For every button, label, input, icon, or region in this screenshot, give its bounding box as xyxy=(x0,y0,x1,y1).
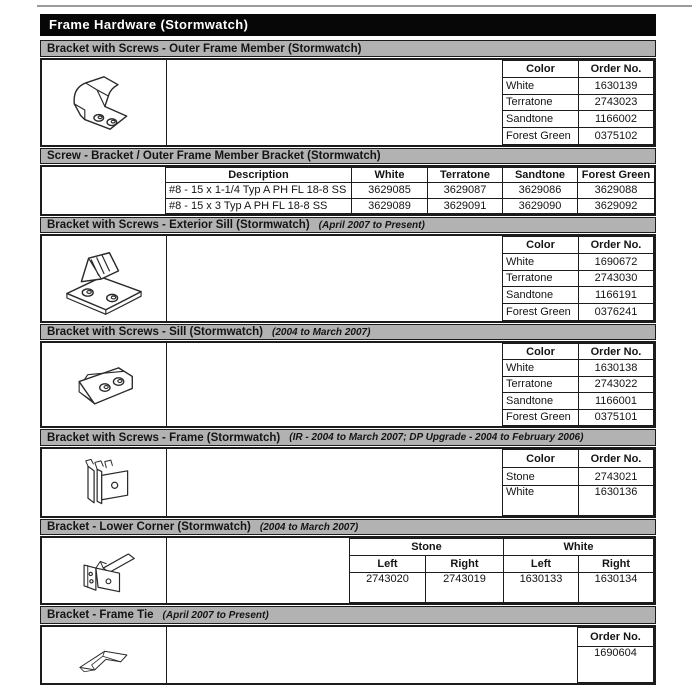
table-row xyxy=(503,360,654,376)
color-column-header: Color xyxy=(503,237,579,254)
color-column-header: Color xyxy=(503,344,579,360)
order-table-frame xyxy=(502,449,654,516)
order-no-cell: 3629090 xyxy=(503,198,578,213)
order-no-cell: 2743030 xyxy=(579,270,654,287)
table-row xyxy=(166,183,655,198)
color-cell: White xyxy=(503,486,579,516)
section-row-exterior-sill xyxy=(40,234,656,323)
color-cell: Forest Green xyxy=(503,409,579,425)
table-row xyxy=(503,128,654,145)
order-no-cell: 1630133 xyxy=(503,573,578,603)
table-row xyxy=(503,393,654,409)
order-table-frame-tie xyxy=(577,627,654,683)
order-no-column-header: Order No. xyxy=(579,450,654,468)
section-title: Bracket - Lower Corner (Stormwatch) xyxy=(47,521,251,533)
color-cell: Terratone xyxy=(503,376,579,392)
section-row-frame xyxy=(40,447,656,518)
order-table-outer-frame-member xyxy=(502,60,654,145)
order-no-cell: 1630136 xyxy=(579,486,654,516)
exterior-sill-bracket-illustration xyxy=(54,241,154,317)
lower-corner-bracket-icon xyxy=(42,538,167,603)
section-title: Bracket with Screws - Sill (Stormwatch) xyxy=(47,326,264,338)
table-group-header-row xyxy=(349,539,653,556)
description-cell: #8 - 15 x 1-1/4 Typ A PH FL 18-8 SS xyxy=(166,183,352,198)
section-title: Screw - Bracket / Outer Frame Member Bracket (Stormwatch) xyxy=(47,150,381,162)
color-cell: Sandtone xyxy=(503,393,579,409)
table-row xyxy=(503,287,654,304)
order-no-cell: 3629092 xyxy=(578,198,655,213)
section-header-screw xyxy=(40,148,656,164)
order-no-cell: 2743022 xyxy=(579,376,654,392)
frame-bracket-icon xyxy=(42,449,167,516)
order-no-cell: 1166191 xyxy=(579,287,654,304)
order-no-cell: 1630134 xyxy=(578,573,653,603)
table-row xyxy=(503,376,654,392)
white-group-header: White xyxy=(503,539,653,556)
table-row xyxy=(503,409,654,425)
order-no-cell: 3629091 xyxy=(428,198,503,213)
order-table-lower-corner xyxy=(349,538,654,603)
table-header-row xyxy=(166,168,655,183)
order-no-column-header: Order No. xyxy=(579,237,654,254)
color-cell: White xyxy=(503,360,579,376)
outer-frame-bracket-illustration xyxy=(56,66,152,140)
table-row xyxy=(503,270,654,287)
table-row xyxy=(503,304,654,321)
section-header-frame-tie xyxy=(40,606,656,624)
color-cell: Sandtone xyxy=(503,111,579,128)
page-top-rule xyxy=(37,5,692,7)
order-no-cell: 2743019 xyxy=(425,573,503,603)
color-cell: Stone xyxy=(503,468,579,486)
order-no-cell: 3629085 xyxy=(352,183,428,198)
sill-bracket-illustration xyxy=(56,349,152,421)
color-cell: Terratone xyxy=(503,270,579,287)
order-no-cell: 2743021 xyxy=(579,468,654,486)
color-cell: White xyxy=(503,253,579,270)
screw-image-cell xyxy=(42,167,167,214)
table-header-row xyxy=(503,237,654,254)
order-no-column-header: Order No. xyxy=(579,344,654,360)
color-cell: Forest Green xyxy=(503,128,579,145)
order-table-exterior-sill xyxy=(502,236,654,321)
forest-green-column-header: Forest Green xyxy=(578,168,655,183)
color-cell: White xyxy=(503,77,579,94)
section-row-frame-tie xyxy=(40,625,656,685)
order-no-cell: 1630139 xyxy=(579,77,654,94)
color-cell: Forest Green xyxy=(503,304,579,321)
section-title: Bracket with Screws - Frame (Stormwatch) xyxy=(47,431,281,444)
order-no-cell: 1630138 xyxy=(579,360,654,376)
order-no-cell: 0375102 xyxy=(579,128,654,145)
section-date-qualifier: (April 2007 to Present) xyxy=(162,609,269,621)
section-row-sill xyxy=(40,341,656,428)
section-row-screw xyxy=(40,165,656,216)
table-row xyxy=(166,198,655,213)
section-title: Bracket with Screws - Exterior Sill (Stormwatch) xyxy=(47,219,310,231)
table-row xyxy=(578,647,654,683)
section-header-sill xyxy=(40,324,656,340)
order-no-cell: 3629087 xyxy=(428,183,503,198)
table-header-row xyxy=(578,628,654,647)
table-subheader-row xyxy=(349,556,653,573)
section-title: Bracket - Frame Tie xyxy=(47,609,154,621)
section-header-outer-frame-member xyxy=(40,40,656,57)
section-date-qualifier: (2004 to March 2007) xyxy=(259,521,359,533)
section-header-lower-corner xyxy=(40,519,656,535)
table-header-row xyxy=(503,61,654,78)
section-date-qualifier: (2004 to March 2007) xyxy=(272,326,371,338)
order-no-cell: 3629088 xyxy=(578,183,655,198)
frame-bracket-illustration xyxy=(61,451,147,515)
table-row xyxy=(503,468,654,486)
color-column-header: Color xyxy=(503,450,579,468)
order-table-sill xyxy=(502,343,654,426)
lower-corner-bracket-illustration xyxy=(58,540,150,602)
order-no-cell: 1166002 xyxy=(579,111,654,128)
white-column-header: White xyxy=(352,168,428,183)
right-column-header: Right xyxy=(425,556,503,573)
color-cell: Terratone xyxy=(503,94,579,111)
left-column-header: Left xyxy=(349,556,425,573)
order-no-cell: 1690604 xyxy=(578,647,654,683)
outer-frame-bracket-icon xyxy=(42,60,167,145)
order-no-cell: 0376241 xyxy=(579,304,654,321)
section-row-outer-frame-member xyxy=(40,58,656,147)
section-date-qualifier: (April 2007 to Present) xyxy=(318,219,425,231)
description-cell: #8 - 15 x 3 Typ A PH FL 18-8 SS xyxy=(166,198,352,213)
order-no-cell: 3629086 xyxy=(503,183,578,198)
screw-table xyxy=(165,167,655,214)
color-cell: Sandtone xyxy=(503,287,579,304)
table-header-row xyxy=(503,450,654,468)
order-no-cell: 1690672 xyxy=(579,253,654,270)
section-header-exterior-sill xyxy=(40,217,656,233)
frame-tie-bracket-illustration xyxy=(60,629,148,681)
page-title: Frame Hardware (Stormwatch) xyxy=(40,14,656,36)
order-no-column-header: Order No. xyxy=(579,61,654,78)
stone-group-header: Stone xyxy=(349,539,503,556)
section-title: Bracket with Screws - Outer Frame Member (Stormwatch) xyxy=(47,42,362,55)
order-no-cell: 2743020 xyxy=(349,573,425,603)
table-row xyxy=(349,573,653,603)
table-row xyxy=(503,94,654,111)
order-no-cell: 0375101 xyxy=(579,409,654,425)
table-row xyxy=(503,77,654,94)
order-no-cell: 1166001 xyxy=(579,393,654,409)
sandtone-column-header: Sandtone xyxy=(503,168,578,183)
sill-bracket-icon xyxy=(42,343,167,426)
order-no-cell: 3629089 xyxy=(352,198,428,213)
order-no-cell: 2743023 xyxy=(579,94,654,111)
frame-tie-bracket-icon xyxy=(42,627,167,683)
table-row xyxy=(503,111,654,128)
table-row xyxy=(503,486,654,516)
left-column-header: Left xyxy=(503,556,578,573)
section-date-qualifier: (IR - 2004 to March 2007; DP Upgrade - 2004 to February 2006) xyxy=(289,432,584,443)
section-row-lower-corner xyxy=(40,536,656,605)
section-header-frame xyxy=(40,429,656,446)
color-column-header: Color xyxy=(503,61,579,78)
table-header-row xyxy=(503,344,654,360)
order-no-column-header: Order No. xyxy=(578,628,654,647)
right-column-header: Right xyxy=(578,556,653,573)
exterior-sill-bracket-icon xyxy=(42,236,167,321)
description-column-header: Description xyxy=(166,168,352,183)
table-row xyxy=(503,253,654,270)
terratone-column-header: Terratone xyxy=(428,168,503,183)
